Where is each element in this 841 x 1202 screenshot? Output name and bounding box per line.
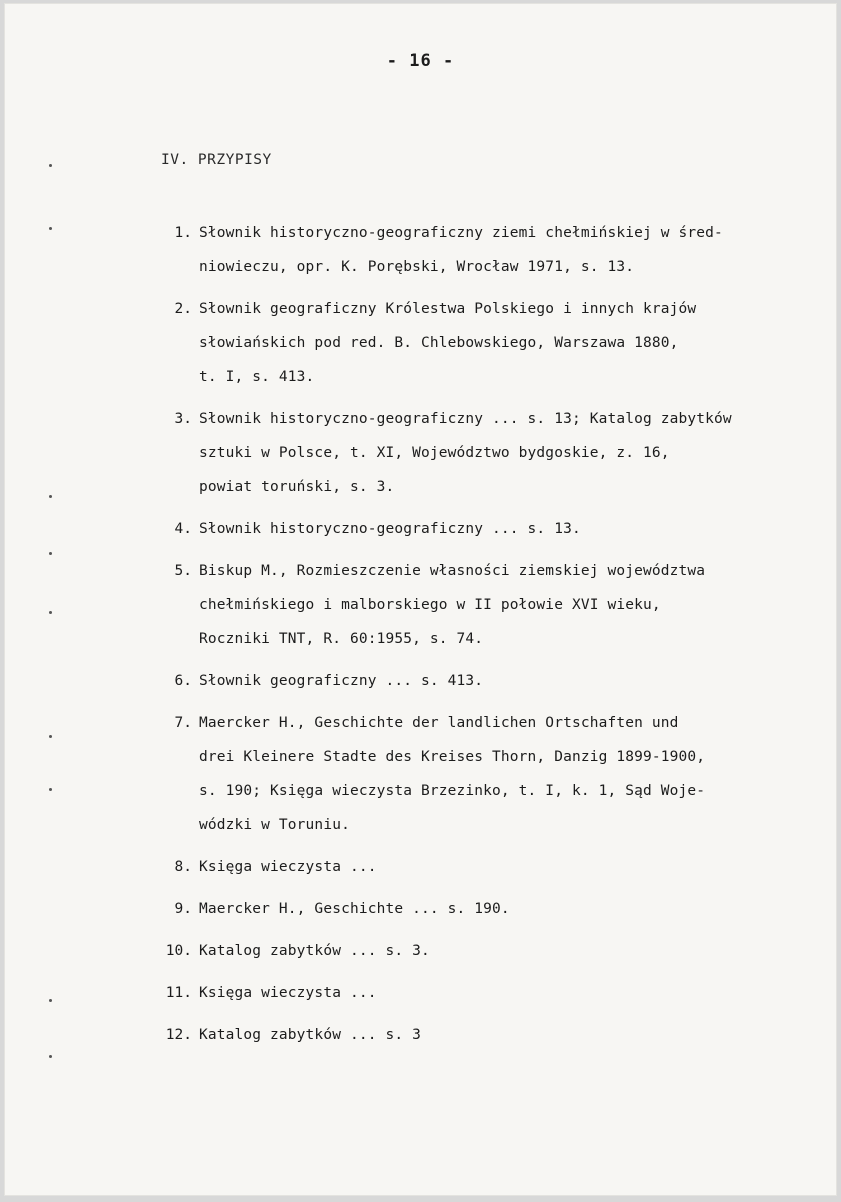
footnote-text	[199, 934, 835, 968]
footnote-text	[199, 402, 835, 504]
footnote-item	[155, 512, 835, 546]
footnote-text	[199, 850, 835, 884]
margin-mark	[49, 495, 52, 498]
footnote-line: Słownik geograficzny ... s. 413.	[199, 673, 484, 689]
margin-mark	[49, 788, 52, 791]
footnote-line: niowieczu, opr. K. Porębski, Wrocław 1971, s. 13.	[199, 259, 635, 275]
footnote-line: drei Kleinere Stadte des Kreises Thorn, Danzig 1899-1900,	[199, 749, 706, 765]
footnote-item	[155, 934, 835, 968]
section-heading: IV. PRZYPISY	[161, 152, 272, 168]
footnote-number: 9.	[174, 901, 192, 917]
footnote-item	[155, 664, 835, 698]
footnote-item	[155, 1018, 835, 1052]
footnote-number: 8.	[174, 859, 192, 875]
footnote-line: Katalog zabytków ... s. 3	[199, 1027, 421, 1043]
footnote-line: Słownik geograficzny Królestwa Polskiego i innych krajów	[199, 301, 697, 317]
footnote-text	[199, 892, 835, 926]
footnote-line: Słownik historyczno-geograficzny ziemi chełmińskiej w śred-	[199, 225, 723, 241]
footnote-line: Księga wieczysta ...	[199, 859, 377, 875]
margin-mark	[49, 611, 52, 614]
footnote-number: 7.	[174, 715, 192, 731]
footnote-item	[155, 892, 835, 926]
footnote-line: Księga wieczysta ...	[199, 985, 377, 1001]
footnote-number: 2.	[174, 301, 192, 317]
footnote-line: wódzki w Toruniu.	[199, 817, 350, 833]
footnote-item	[155, 402, 835, 504]
margin-mark	[49, 735, 52, 738]
footnote-number: 4.	[174, 521, 192, 537]
footnote-number: 5.	[174, 563, 192, 579]
margin-mark	[49, 164, 52, 167]
footnote-item	[155, 554, 835, 656]
footnote-item	[155, 850, 835, 884]
footnote-item	[155, 976, 835, 1010]
margin-mark	[49, 227, 52, 230]
footnote-number: 6.	[174, 673, 192, 689]
footnote-line: Katalog zabytków ... s. 3.	[199, 943, 430, 959]
footnote-line: t. I, s. 413.	[199, 369, 315, 385]
footnote-number: 3.	[174, 411, 192, 427]
margin-mark	[49, 999, 52, 1002]
footnote-text	[199, 664, 835, 698]
footnote-line: Słownik historyczno-geograficzny ... s. 13.	[199, 521, 581, 537]
footnote-line: sztuki w Polsce, t. XI, Województwo bydgoskie, z. 16,	[199, 445, 670, 461]
footnote-line: Biskup M., Rozmieszczenie własności ziemskiej województwa	[199, 563, 706, 579]
footnote-item	[155, 216, 835, 284]
page-number: - 16 -	[386, 51, 455, 71]
footnote-text	[199, 216, 835, 284]
footnote-line: Maercker H., Geschichte der landlichen Ortschaften und	[199, 715, 679, 731]
footnote-text	[199, 554, 835, 656]
footnote-line: Maercker H., Geschichte ... s. 190.	[199, 901, 510, 917]
footnote-line: powiat toruński, s. 3.	[199, 479, 395, 495]
footnote-line: Słownik historyczno-geograficzny ... s. 13; Katalog zabytków	[199, 411, 732, 427]
footnote-line: s. 190; Księga wieczysta Brzezinko, t. I, k. 1, Sąd Woje-	[199, 783, 706, 799]
footnote-text	[199, 292, 835, 394]
document-page	[4, 3, 837, 1196]
footnote-number: 10.	[165, 943, 192, 959]
footnote-text	[199, 706, 835, 842]
footnote-item	[155, 706, 835, 842]
footnote-text	[199, 1018, 835, 1052]
footnote-line: słowiańskich pod red. B. Chlebowskiego, Warszawa 1880,	[199, 335, 679, 351]
footnotes-list	[155, 216, 835, 1060]
footnote-line: Roczniki TNT, R. 60:1955, s. 74.	[199, 631, 484, 647]
footnote-number: 1.	[174, 225, 192, 241]
footnote-line: chełmińskiego i malborskiego w II połowie XVI wieku,	[199, 597, 661, 613]
margin-mark	[49, 552, 52, 555]
footnote-text	[199, 976, 835, 1010]
footnote-number: 12.	[165, 1027, 192, 1043]
footnote-text	[199, 512, 835, 546]
footnote-number: 11.	[165, 985, 192, 1001]
margin-mark	[49, 1055, 52, 1058]
footnote-item	[155, 292, 835, 394]
